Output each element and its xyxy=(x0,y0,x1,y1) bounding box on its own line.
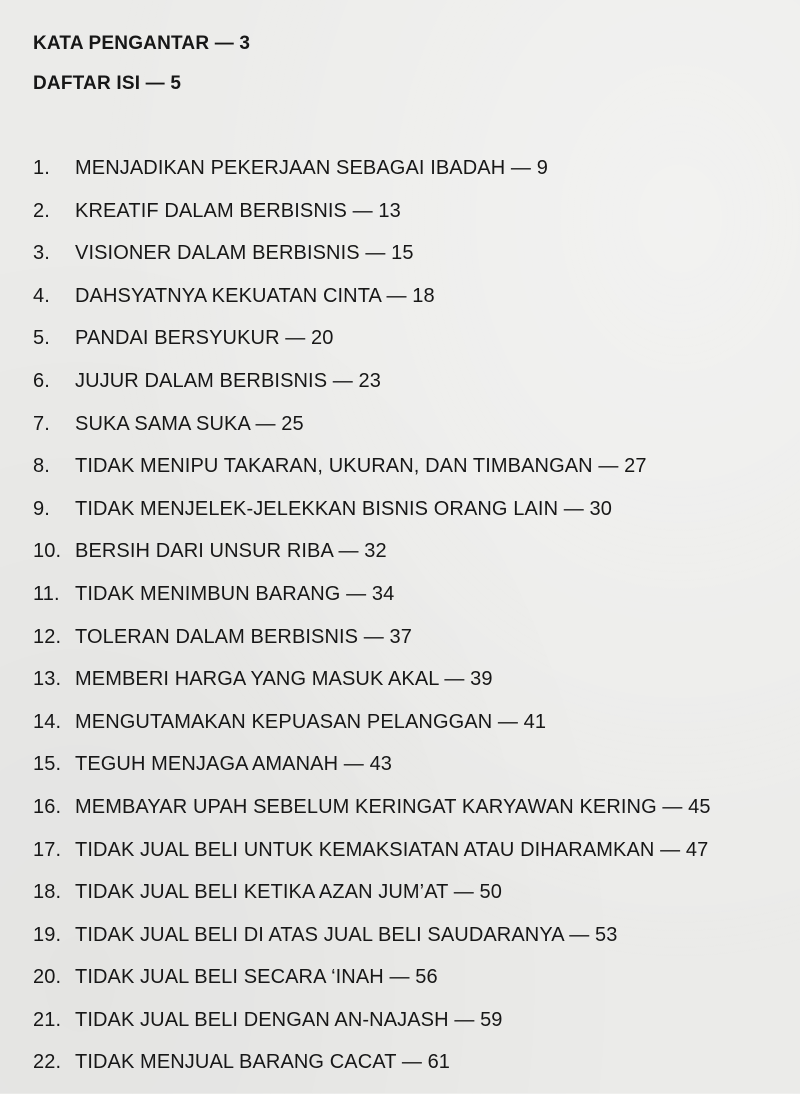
toc-entry-number: 16. xyxy=(33,795,62,818)
kata-pengantar-entry: KATA PENGANTAR — 3 xyxy=(33,33,251,54)
toc-entry-title: TIDAK JUAL BELI DENGAN AN-NAJASH — 59 xyxy=(75,1008,503,1031)
toc-entry-title: JUJUR DALAM BERBISNIS — 23 xyxy=(75,369,382,392)
toc-entry-title: TIDAK JUAL BELI DI ATAS JUAL BELI SAUDARANYA — 53 xyxy=(75,923,618,946)
toc-entry-number: 4. xyxy=(33,284,50,307)
toc-entry-title: TOLERAN DALAM BERBISNIS — 37 xyxy=(75,625,412,648)
toc-entry xyxy=(33,583,711,626)
toc-entry xyxy=(33,455,711,498)
toc-entry-number: 22. xyxy=(33,1051,62,1074)
toc-entry-number: 3. xyxy=(33,242,50,265)
toc-entry xyxy=(33,626,711,669)
toc-entry-title: MEMBERI HARGA YANG MASUK AKAL — 39 xyxy=(75,668,493,691)
toc-entry-title: TIDAK JUAL BELI KETIKA AZAN JUM’AT — 50 xyxy=(75,881,502,904)
toc-entry-number: 10. xyxy=(33,540,62,563)
toc-entry-number: 11. xyxy=(33,582,60,605)
daftar-isi-entry: DAFTAR ISI — 5 xyxy=(33,73,182,94)
toc-entry xyxy=(33,498,711,541)
toc-entry-number: 7. xyxy=(33,412,50,435)
toc-entry xyxy=(33,285,711,328)
toc-entry-number: 20. xyxy=(33,966,62,989)
toc-entry xyxy=(33,157,711,200)
toc-entry-title: DAHSYATNYA KEKUATAN CINTA — 18 xyxy=(75,284,435,307)
toc-entry-title: TIDAK MENJUAL BARANG CACAT — 61 xyxy=(75,1051,451,1074)
toc-entry xyxy=(33,413,711,456)
toc-entry xyxy=(33,540,711,583)
toc-entry xyxy=(33,753,711,796)
toc-entry-title: MENGUTAMAKAN KEPUASAN PELANGGAN — 41 xyxy=(75,710,547,733)
toc-entry-title: TIDAK JUAL BELI UNTUK KEMAKSIATAN ATAU DIHARAMKAN — 47 xyxy=(75,838,709,861)
toc-entry-title: TIDAK MENIMBUN BARANG — 34 xyxy=(75,582,395,605)
toc-entry xyxy=(33,796,711,839)
toc-entry-number: 8. xyxy=(33,455,50,478)
toc-entry xyxy=(33,1009,711,1052)
toc-entry-number: 19. xyxy=(33,923,62,946)
toc-entry-title: TEGUH MENJAGA AMANAH — 43 xyxy=(75,753,393,776)
toc-entry-title: VISIONER DALAM BERBISNIS — 15 xyxy=(75,242,414,265)
toc-entry-title: TIDAK JUAL BELI SECARA ‘INAH — 56 xyxy=(75,966,438,989)
toc-entry-number: 17. xyxy=(33,838,62,861)
toc-entry xyxy=(33,668,711,711)
toc-entry-number: 5. xyxy=(33,327,50,350)
toc-entry xyxy=(33,924,711,967)
toc-entry xyxy=(33,711,711,754)
toc-entry xyxy=(33,327,711,370)
toc-entry-number: 14. xyxy=(33,710,62,733)
toc-entry-number: 12. xyxy=(33,625,62,648)
toc-entry-title: MENJADIKAN PEKERJAAN SEBAGAI IBADAH — 9 xyxy=(75,157,548,179)
toc-list xyxy=(33,157,711,1094)
toc-entry-number: 15. xyxy=(33,753,62,776)
toc-entry xyxy=(33,242,711,285)
toc-entry-title: KREATIF DALAM BERBISNIS — 13 xyxy=(75,199,401,222)
toc-entry-number: 18. xyxy=(33,881,62,904)
toc-entry xyxy=(33,881,711,924)
toc-entry-number: 13. xyxy=(33,668,62,691)
toc-entry-title: MEMBAYAR UPAH SEBELUM KERINGAT KARYAWAN KERING — 45 xyxy=(75,795,711,818)
toc-entry-number: 21. xyxy=(33,1008,62,1031)
toc-entry-number: 2. xyxy=(33,199,50,222)
toc-entry-title: BERSIH DARI UNSUR RIBA — 32 xyxy=(75,540,387,563)
toc-entry-title: TIDAK MENJELEK-JELEKKAN BISNIS ORANG LAIN — 30 xyxy=(75,497,612,520)
toc-entry-title: SUKA SAMA SUKA — 25 xyxy=(75,412,304,435)
toc-entry-number: 9. xyxy=(33,497,50,520)
toc-entry-number: 6. xyxy=(33,369,50,392)
toc-entry-title: PANDAI BERSYUKUR — 20 xyxy=(75,327,334,350)
toc-entry xyxy=(33,370,711,413)
toc-entry xyxy=(33,1051,711,1094)
toc-entry-number: 1. xyxy=(33,157,50,179)
toc-entry-title: TIDAK MENIPU TAKARAN, UKURAN, DAN TIMBANGAN — 27 xyxy=(75,455,647,478)
toc-entry xyxy=(33,200,711,243)
toc-entry xyxy=(33,839,711,882)
toc-entry xyxy=(33,966,711,1009)
